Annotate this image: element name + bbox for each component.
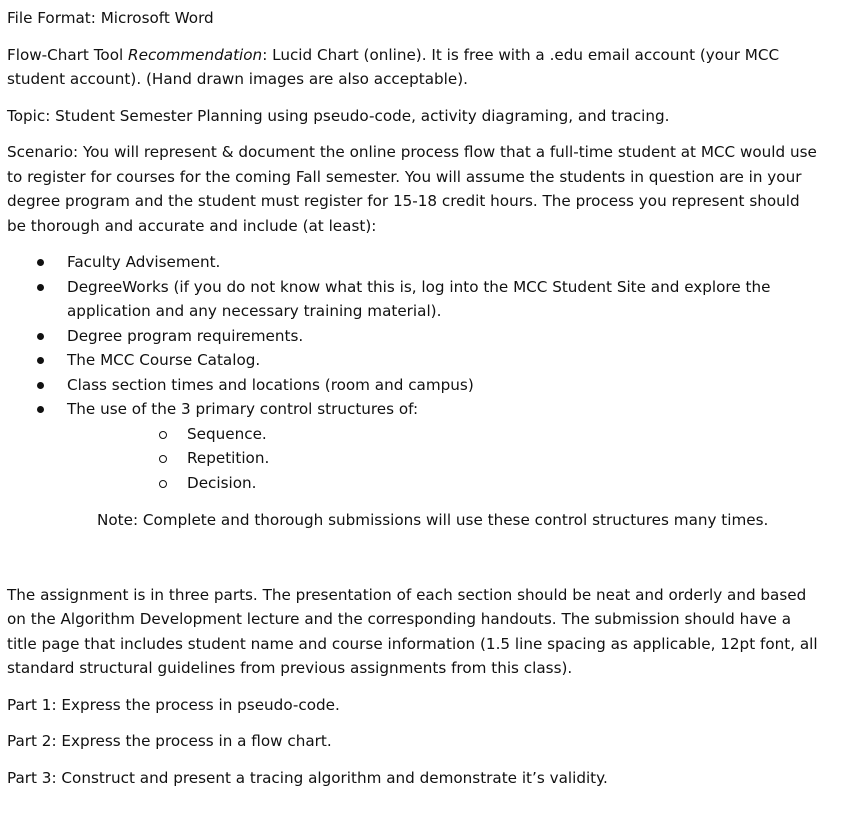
list-item-text: The use of the 3 primary control structures of:	[67, 400, 419, 418]
sub-list-item-text: Sequence.	[187, 424, 267, 443]
bullet-icon	[37, 284, 44, 291]
list-item-text: Faculty Advisement.	[67, 253, 221, 271]
list-item	[7, 348, 822, 373]
file-format-line: File Format: Microsoft Word	[7, 9, 214, 27]
list-item-text: Degree program requirements.	[67, 326, 304, 345]
document-body	[7, 6, 822, 790]
bullet-icon	[37, 259, 44, 266]
sub-list-item	[67, 422, 822, 447]
list-item-text: Class section times and locations (room and campus)	[67, 375, 474, 394]
sub-list-item-text: Repetition.	[187, 449, 270, 467]
bullet-icon	[37, 406, 44, 413]
hollow-bullet-icon	[159, 480, 167, 488]
scenario-paragraph: Scenario: You will represent & document the online process flow that a full-time student at MCC would use to register for courses for the coming Fall semester. You will assume the students in question are in your degree program and the student must register for 15-18 credit hours. The process you represent should be thorough and accurate and include (at least):	[7, 143, 817, 235]
list-item	[7, 373, 822, 398]
list-item	[7, 324, 822, 349]
bullet-icon	[37, 357, 44, 364]
bullet-icon	[37, 333, 44, 340]
part-2-line: Part 2: Express the process in a flow chart.	[7, 732, 332, 750]
flowchart-tool-paragraph	[7, 43, 822, 92]
part-3-line: Part 3: Construct and present a tracing algorithm and demonstrate it’s validity.	[7, 768, 608, 787]
part-1-line: Part 1: Express the process in pseudo-code.	[7, 695, 340, 714]
list-item	[7, 397, 822, 495]
assignment-paragraph: The assignment is in three parts. The presentation of each section should be neat and orderly and based on the Algorithm Development lecture and the corresponding handouts. The submission should have a title page that includes student name and course information (1.5 line spacing as applicable, 12pt font, all standard structural guidelines from previous assignments from this class).	[7, 585, 818, 677]
requirements-list	[7, 250, 822, 495]
sub-list-item-text: Decision.	[187, 473, 257, 492]
hollow-bullet-icon	[159, 455, 167, 463]
tool-rest: : Lucid Chart (online). It is free with a .edu email account (your MCC student account). (Hand drawn images are also acceptable).	[7, 45, 780, 88]
sub-list-item	[67, 471, 822, 496]
list-item	[7, 250, 822, 275]
list-item-text: DegreeWorks (if you do not know what this is, log into the MCC Student Site and explore the application and any necessary training material).	[67, 277, 771, 320]
tool-prefix: Flow-Chart Tool	[7, 45, 129, 64]
hollow-bullet-icon	[159, 431, 167, 439]
note-paragraph: Note: Complete and thorough submissions will use these control structures many times.	[97, 511, 769, 529]
list-item	[7, 275, 822, 324]
bullet-icon	[37, 382, 44, 389]
list-item-text: The MCC Course Catalog.	[67, 351, 261, 369]
tool-emphasis: Recommendation	[128, 45, 263, 64]
topic-paragraph: Topic: Student Semester Planning using pseudo-code, activity diagraming, and tracing.	[7, 106, 670, 125]
sub-list-item	[67, 446, 822, 471]
control-structures-list	[67, 422, 822, 496]
